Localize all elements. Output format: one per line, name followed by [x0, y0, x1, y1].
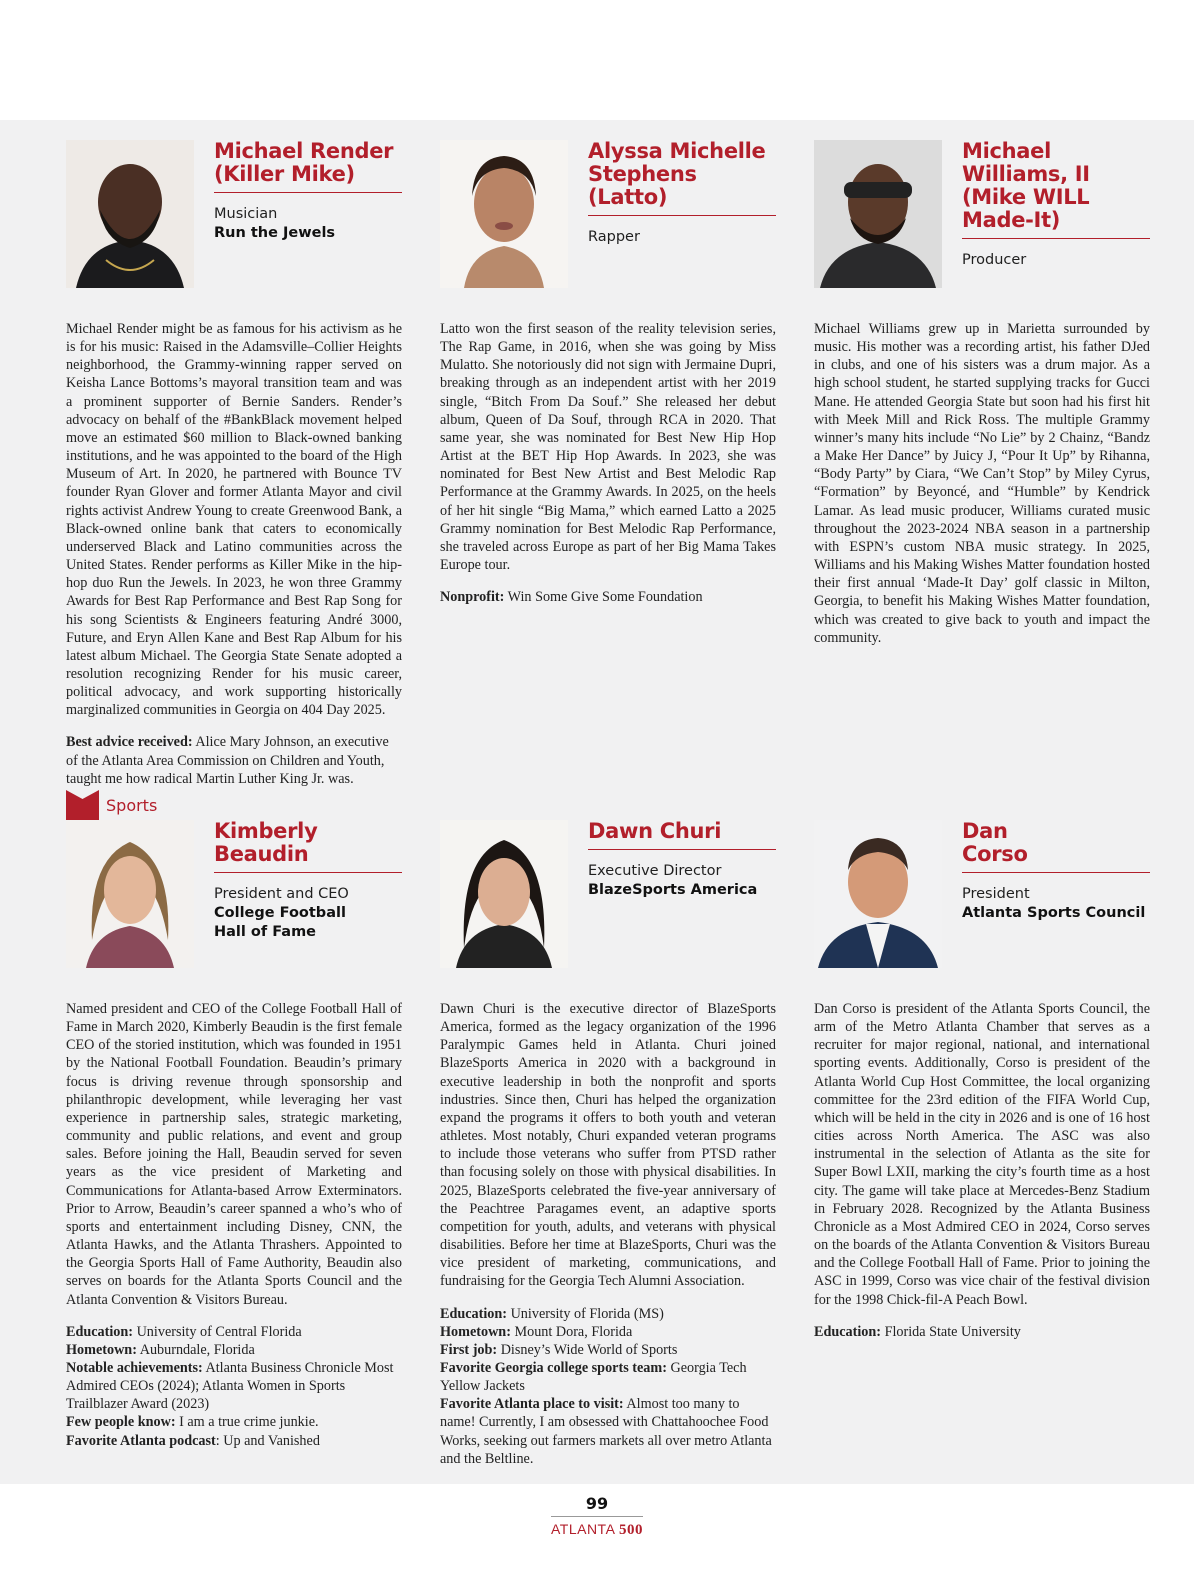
portrait-photo — [440, 140, 568, 288]
portrait-image — [814, 820, 942, 968]
portrait-photo — [66, 140, 194, 288]
person-role: Producer — [962, 252, 1027, 268]
fact-item — [66, 1323, 402, 1341]
section-label: Sports — [106, 795, 158, 815]
publication-brand — [0, 1521, 1194, 1539]
person-name: Dawn Churi — [588, 820, 776, 850]
person-name: Michael Williams, II (Mike WILL Made-It) — [962, 140, 1150, 239]
portrait-image — [66, 820, 194, 968]
fact-label: Notable achievements: — [66, 1359, 203, 1376]
profile-header — [588, 820, 776, 900]
person-role: President — [962, 886, 1030, 902]
person-name: Michael Render (Killer Mike) — [214, 140, 402, 193]
profile-header — [962, 820, 1150, 923]
fact-value: Auburndale, Florida — [136, 1341, 255, 1358]
fact-label: Nonprofit: — [440, 589, 505, 606]
bio-paragraph: Michael Williams grew up in Marietta surrounded by music. His mother was a recording artist, his father DJed in clubs, and one of his sisters was a drum major. As a high school student, he started supplying tracks for Gucci Mane. He attended Georgia State but soon had his first hit with Meek Mill and Rick Ross. The multiple Grammy winner’s many hits include “No Lie” by 2 Chainz, “Bandz a Make Her Dance” by Juicy J, “Pour It Up” by Rihanna, “Body Party” by Ciara, “We Can’t Stop” by Miley Cyrus, “Formation” by Beyoncé, and “Humble” by Kendrick Lamar. As lead music producer, Williams curated music throughout the 2023-2024 NBA season in a partnership with ESPN’s custom NBA music strategy. In 2025, Williams and his Making Wishes Matter foundation hosted their first annual ‘Made-It Day’ golf classic in Milton, Georgia, to benefit his Making Wishes Matter foundation, which was created to give back to youth and impact the community. — [814, 321, 1150, 646]
fact-item — [440, 1305, 776, 1323]
fact-label: Hometown: — [66, 1341, 137, 1358]
profile-header — [962, 140, 1150, 270]
section-marker-icon — [66, 790, 99, 820]
person-name: Kimberly Beaudin — [214, 820, 402, 873]
fact-item — [814, 1323, 1150, 1341]
bio-text — [814, 320, 1150, 661]
portrait-image — [440, 140, 568, 288]
profile-header — [214, 140, 402, 243]
fact-label: Hometown: — [440, 1323, 511, 1340]
portrait-photo — [66, 820, 194, 968]
bio-text — [66, 1000, 402, 1450]
fact-label: Favorite Atlanta place to visit: — [440, 1396, 624, 1413]
fact-value: Mount Dora, Florida — [510, 1323, 633, 1340]
profile-header — [588, 140, 776, 247]
fact-item — [440, 1341, 776, 1359]
brand-prefix: ATLANTA — [550, 1521, 615, 1537]
portrait-image — [66, 140, 194, 288]
fact-value: Disney’s Wide World of Sports — [497, 1341, 678, 1358]
footer-divider — [551, 1516, 643, 1517]
portrait-photo — [440, 820, 568, 968]
fact-value: University of Florida (MS) — [507, 1305, 664, 1322]
facts-list — [440, 588, 776, 606]
facts-list — [66, 1323, 402, 1450]
fact-value: Florida State University — [881, 1323, 1021, 1340]
section-tag — [66, 790, 157, 820]
fact-value: Alice Mary Johnson, an executive of the Atlanta Area Commission on Children and Youth, taught me how radical Martin Luther King Jr. was. — [66, 734, 389, 787]
fact-label: Education: — [66, 1323, 134, 1340]
fact-label: Favorite Georgia college sports team: — [440, 1359, 667, 1376]
person-name: Dan Corso — [962, 820, 1150, 873]
bio-text — [814, 1000, 1150, 1341]
fact-label: Few people know: — [66, 1414, 176, 1431]
facts-list — [440, 1305, 776, 1468]
portrait-photo — [814, 820, 942, 968]
bio-paragraph: Dan Corso is president of the Atlanta Sports Council, the arm of the Metro Atlanta Chamber that serves as a recruiter for major regional, national, and international sporting events. Additionally, Corso is president of the Atlanta World Cup Host Committee, the local organizing committee for the 23rd edition of the FIFA World Cup, which will be held in the city in 2026 and is one of 16 host cities across North America. The ASC was also instrumental in the selection of Atlanta as the site for Super Bowl LXII, marking the city’s fourth time as a host city. The game will take place at Mercedes-Benz Stadium in February 2028. Recognized by the Atlanta Business Chronicle as a Most Admired CEO in 2024, Corso serves on the boards of the Atlanta Convention & Visitors Bureau and the College Football Hall of Fame. Prior to joining the ASC in 1999, Corso was vice chair of the festival division for the 1998 Chick-fil-A Peach Bowl. — [814, 1001, 1150, 1308]
fact-value: Almost too many to name! Currently, I am obsessed with Chattahoochee Food Works, seeking out farmers markets all over metro Atlanta and the Beltline. — [440, 1396, 772, 1467]
fact-item — [66, 733, 402, 787]
fact-label: First job: — [440, 1341, 498, 1358]
fact-value: I am a true crime junkie. — [175, 1414, 319, 1431]
fact-label: Education: — [440, 1305, 508, 1322]
person-org: BlazeSports America — [588, 882, 758, 898]
fact-item — [66, 1359, 402, 1413]
fact-item — [66, 1341, 402, 1359]
person-org: Run the Jewels — [214, 225, 336, 241]
fact-item — [440, 588, 776, 606]
fact-value: Win Some Give Some Foundation — [504, 589, 703, 606]
facts-list — [66, 733, 402, 787]
bio-paragraph: Dawn Churi is the executive director of BlazeSports America, formed as the legacy organization of the 1996 Paralympic Games held in Atlanta. Churi joined BlazeSports America in 2020 with a background in executive leadership in both the nonprofit and sports industries. Since then, Churi has helped the organization expand the programs it offers to both youth and veteran athletes. Most notably, Churi expanded veteran programs to include those veterans who suffer from PTSD rather than focusing solely on those with physical disabilities. In 2025, BlazeSports celebrated the five-year anniversary of the Peachtree Paragames event, an adaptive sports competition for youth, adults, and veterans with physical disabilities. Before her time at BlazeSports, Churi was the vice president of marketing, communications, and fundraising for the Georgia Tech Alumni Association. — [440, 1001, 776, 1290]
fact-value: University of Central Florida — [133, 1323, 302, 1340]
fact-item — [440, 1359, 776, 1395]
person-role: Rapper — [588, 229, 640, 245]
bio-text — [66, 320, 402, 788]
page-footer — [0, 1494, 1194, 1539]
profile-header — [214, 820, 402, 942]
fact-item — [440, 1323, 776, 1341]
bio-paragraph: Latto won the first season of the reality television series, The Rap Game, in 2016, when she was going by Miss Mulatto. She notoriously did not sign with Jermaine Dupri, breaking through as an independent artist with her 2019 single, “Bitch From Da Souf.” She released her debut album, Queen of Da Souf, through RCA in 2020. That same year, she was nominated for Best New Hip Hop Artist at the BET Hip Hop Awards. In 2023, she was nominated for Best New Artist and Best Melodic Rap Performance at the Grammy Awards. In 2025, on the heels of her hit single “Big Mama,” which earned Latto a 2025 Grammy nomination for Best Melodic Rap Performance, she traveled across Europe as part of her Big Mama Takes Europe tour. — [440, 321, 776, 574]
person-role: Musician — [214, 206, 278, 222]
bio-text — [440, 320, 776, 606]
fact-value: : Up and Vanished — [215, 1432, 320, 1449]
bio-paragraph: Named president and CEO of the College Football Hall of Fame in March 2020, Kimberly Beaudin is the first female CEO of the storied institution, which was founded in 1951 by the National Football Foundation. Beaudin’s primary focus is driving revenue through sponsorship and philanthropic development, while leveraging her vast experience in partnership sales, strategic marketing, community and public relations, and event and group sales. Before joining the Hall, Beaudin served for seven years as the vice president of Marketing and Communications for Atlanta-based Arrow Exterminators. Prior to Arrow, Beaudin’s career spanned a who’s who of sports and entertainment including Disney, CNN, the Atlanta Hawks, and the Atlanta Thrashers. Appointed to the Georgia Sports Hall of Fame Authority, Beaudin also serves on boards for the Atlanta Sports Council and the Atlanta Convention & Visitors Bureau. — [66, 1001, 402, 1308]
person-role: President and CEO — [214, 886, 349, 902]
fact-label: Education: — [814, 1323, 882, 1340]
fact-item — [66, 1413, 402, 1431]
portrait-image — [814, 140, 942, 288]
fact-value: Georgia Tech Yellow Jackets — [440, 1359, 747, 1395]
fact-item — [66, 1432, 402, 1450]
portrait-photo — [814, 140, 942, 288]
fact-item — [440, 1395, 776, 1468]
person-role: Executive Director — [588, 863, 722, 879]
person-name: Alyssa Michelle Stephens (Latto) — [588, 140, 776, 216]
page-number: 99 — [585, 1494, 609, 1513]
portrait-image — [440, 820, 568, 968]
person-org: Atlanta Sports Council — [962, 905, 1146, 921]
bio-text — [440, 1000, 776, 1468]
facts-list — [814, 1323, 1150, 1341]
fact-value: Atlanta Business Chronicle Most Admired CEOs (2024); Atlanta Women in Sports Trailblazer Award (2023) — [66, 1359, 394, 1413]
brand-suffix: 500 — [619, 1522, 644, 1538]
bio-paragraph: Michael Render might be as famous for his activism as he is for his music: Raised in the Adamsville–Collier Heights neighborhood, the Grammy-winning rapper served on Keisha Lance Bottoms’s mayoral transition team and was a prominent supporter of Bernie Sanders. Render’s advocacy on behalf of the #BankBlack movement helped move an estimated $60 million to Black-owned banking institutions, and he was appointed to the board of the High Museum of Art. In 2020, he partnered with Bounce TV founder Ryan Glover and former Atlanta Mayor and civil rights activist Andrew Young to create Greenwood Bank, a Black-owned online bank that caters to economically underserved Black and Latino communities across the United States. Render performs as Killer Mike in the hip-hop duo Run the Jewels. In 2023, he won three Grammy Awards for Best Rap Performance and Best Rap Song for his song Scientists & Engineers featuring André 3000, Future, and Eryn Allen Kane and Best Rap Album for his latest album Michael. The Georgia State Senate adopted a resolution recognizing Render for his music career, political advocacy, and work supporting historically marginalized communities in Georgia on 404 Day 2025. — [66, 321, 402, 719]
fact-label: Best advice received: — [66, 734, 193, 751]
person-org: College Football Hall of Fame — [214, 905, 346, 940]
fact-label: Favorite Atlanta podcast — [66, 1432, 216, 1449]
